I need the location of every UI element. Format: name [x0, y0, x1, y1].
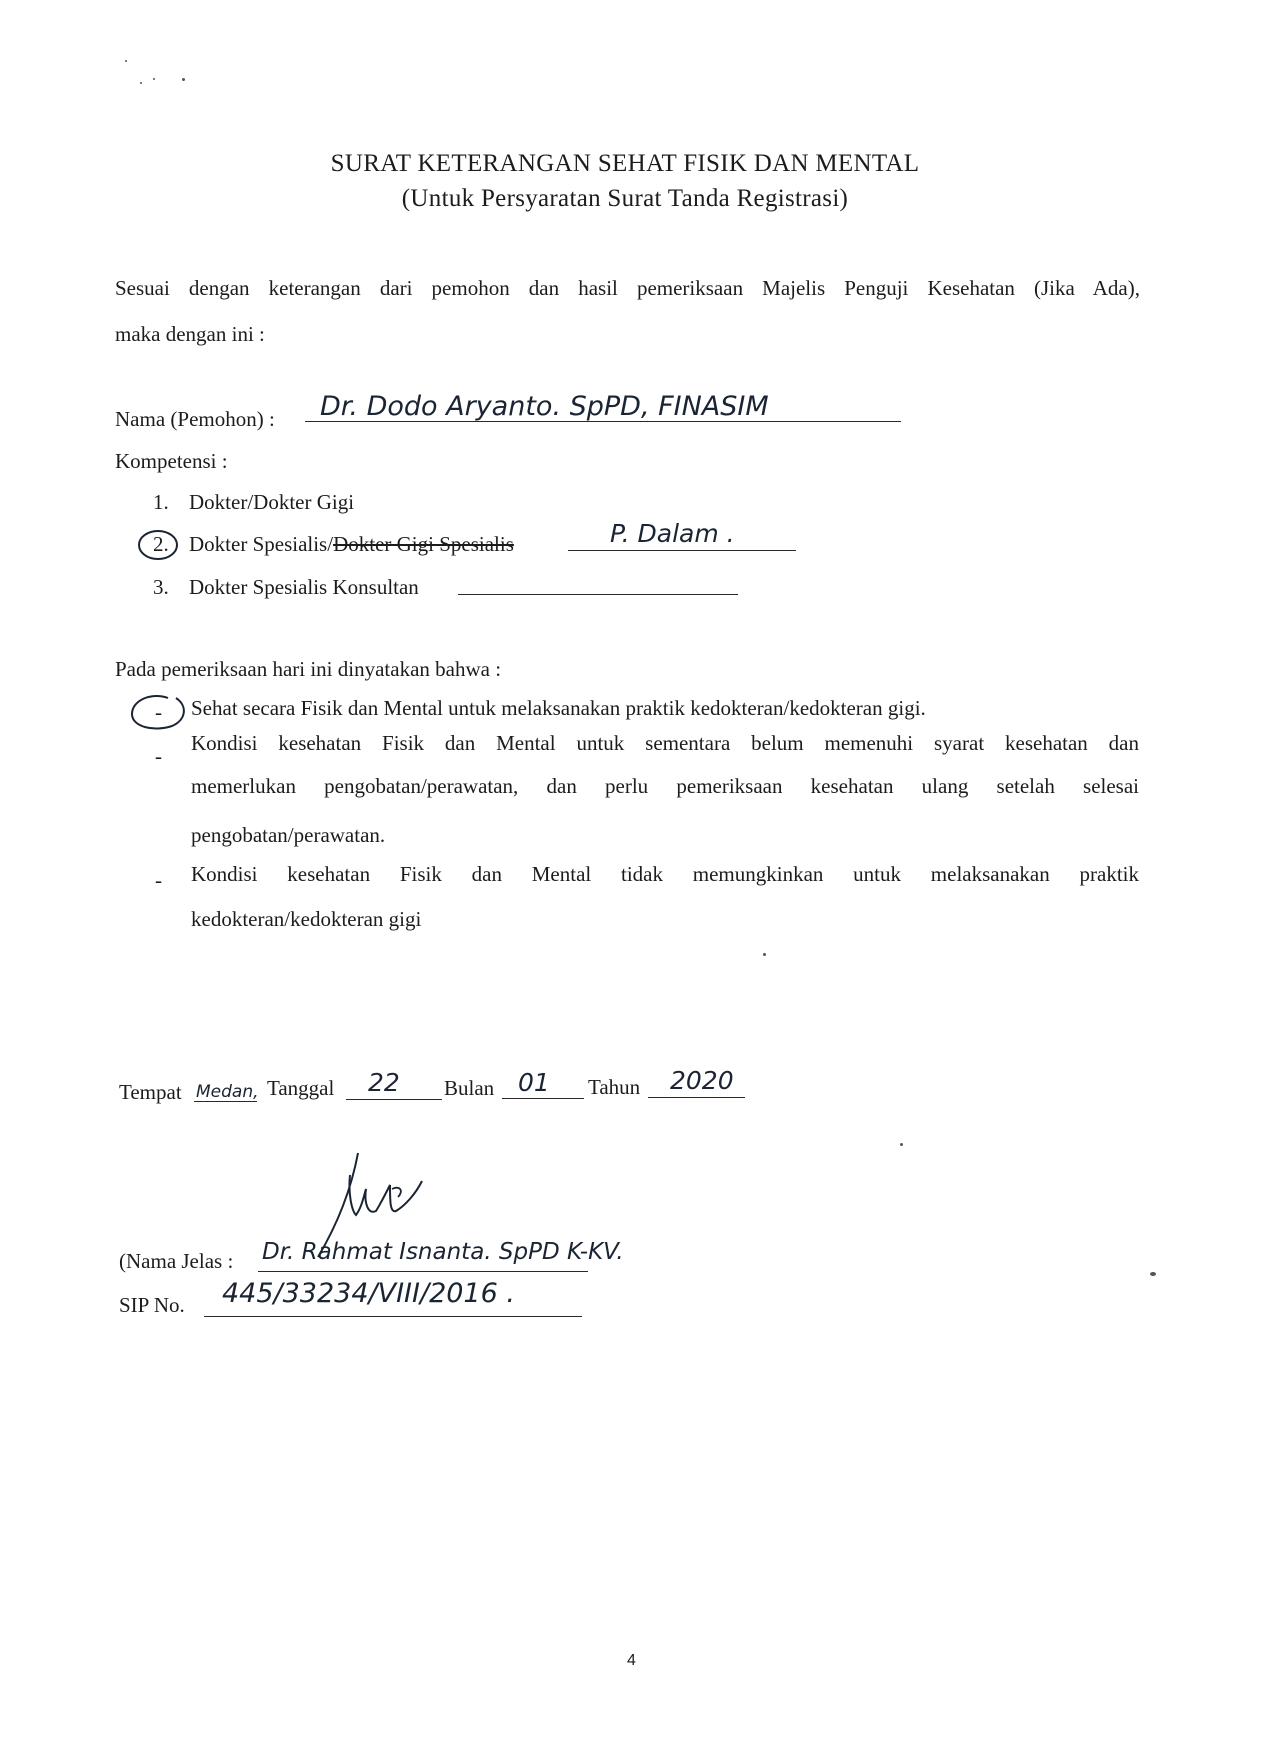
scan-speck — [1150, 1272, 1156, 1276]
document-title: SURAT KETERANGAN SEHAT FISIK DAN MENTAL — [330, 150, 920, 177]
page-number: 4 — [627, 1652, 636, 1669]
bullet-dash: - — [155, 700, 162, 724]
exam-item-unfit-line-2: kedokteran/kedokteran gigi — [191, 907, 422, 931]
exam-item-temporary-line-2: memerlukan pengobatan/perawatan, dan perlu pemeriksaan kesehatan ulang setelah selesai — [191, 774, 1139, 798]
scan-speck — [140, 82, 142, 84]
sip-label: SIP No. — [119, 1293, 185, 1317]
competence-item-label: Dokter/Dokter Gigi — [189, 490, 355, 514]
bullet-dash: - — [155, 744, 162, 768]
consultant-underline — [458, 594, 738, 595]
selection-circle-mark — [135, 527, 185, 563]
bullet-dash: - — [155, 868, 162, 892]
specialist-text: Dokter Spesialis/ — [189, 532, 334, 556]
applicant-label: Nama (Pemohon) : — [115, 407, 275, 431]
exam-item-healthy: Sehat secara Fisik dan Mental untuk melaksanakan praktik kedokteran/kedokteran gigi. — [191, 696, 926, 720]
scan-speck — [763, 953, 766, 956]
scan-speck — [153, 78, 155, 80]
date-handwritten: 22 — [368, 1068, 400, 1097]
competence-label: Kompetensi : — [115, 449, 228, 473]
intro-line-1: Sesuai dengan keterangan dari pemohon dan hasil pemeriksaan Majelis Penguji Kesehatan (Jika Ada), — [115, 276, 1140, 300]
specialty-underline — [568, 550, 796, 551]
competence-item-number: 3. — [153, 575, 169, 599]
exam-item-temporary-line-1: Kondisi kesehatan Fisik dan Mental untuk sementara belum memenuhi syarat kesehatan dan — [191, 731, 1139, 755]
specialty-handwritten: P. Dalam . — [610, 519, 735, 548]
intro-line-2: maka dengan ini : — [115, 322, 265, 346]
sip-underline — [204, 1316, 582, 1317]
scan-speck — [182, 78, 185, 81]
date-label: Tanggal — [267, 1076, 335, 1100]
scan-speck — [125, 60, 127, 62]
month-handwritten: 01 — [518, 1068, 550, 1097]
date-underline — [346, 1099, 442, 1100]
year-handwritten: 2020 — [670, 1066, 734, 1095]
competence-item-number: 2. — [153, 532, 169, 556]
signer-name-underline — [258, 1271, 588, 1272]
applicant-handwritten-name: Dr. Dodo Aryanto. SpPD, FINASIM — [320, 391, 769, 422]
struck-dentist-specialist-text: Dokter Gigi Spesialis — [333, 532, 514, 556]
month-underline — [502, 1098, 584, 1099]
exam-item-unfit-line-1: Kondisi kesehatan Fisik dan Mental tidak memungkinkan untuk melaksanakan praktik — [191, 862, 1139, 886]
signer-name-label: (Nama Jelas : — [119, 1249, 234, 1273]
place-label: Tempat — [119, 1080, 182, 1104]
competence-item-label — [189, 532, 514, 557]
year-label: Tahun — [588, 1075, 641, 1099]
sip-handwritten: 445/33234/VIII/2016 . — [222, 1278, 515, 1309]
competence-item-label: Dokter Spesialis Konsultan — [189, 575, 419, 599]
signer-name-handwritten: Dr. Rahmat Isnanta. SpPD K-KV. — [262, 1239, 624, 1265]
exam-item-temporary-line-3: pengobatan/perawatan. — [191, 823, 386, 847]
scan-speck — [900, 1143, 903, 1146]
place-underline — [194, 1101, 257, 1102]
document-subtitle: (Untuk Persyaratan Surat Tanda Registrasi) — [401, 185, 849, 212]
year-underline — [648, 1097, 745, 1098]
competence-item-number: 1. — [153, 490, 169, 514]
exam-label: Pada pemeriksaan hari ini dinyatakan bahwa : — [115, 657, 502, 681]
place-handwritten: Medan, — [196, 1082, 259, 1102]
month-label: Bulan — [444, 1076, 495, 1100]
